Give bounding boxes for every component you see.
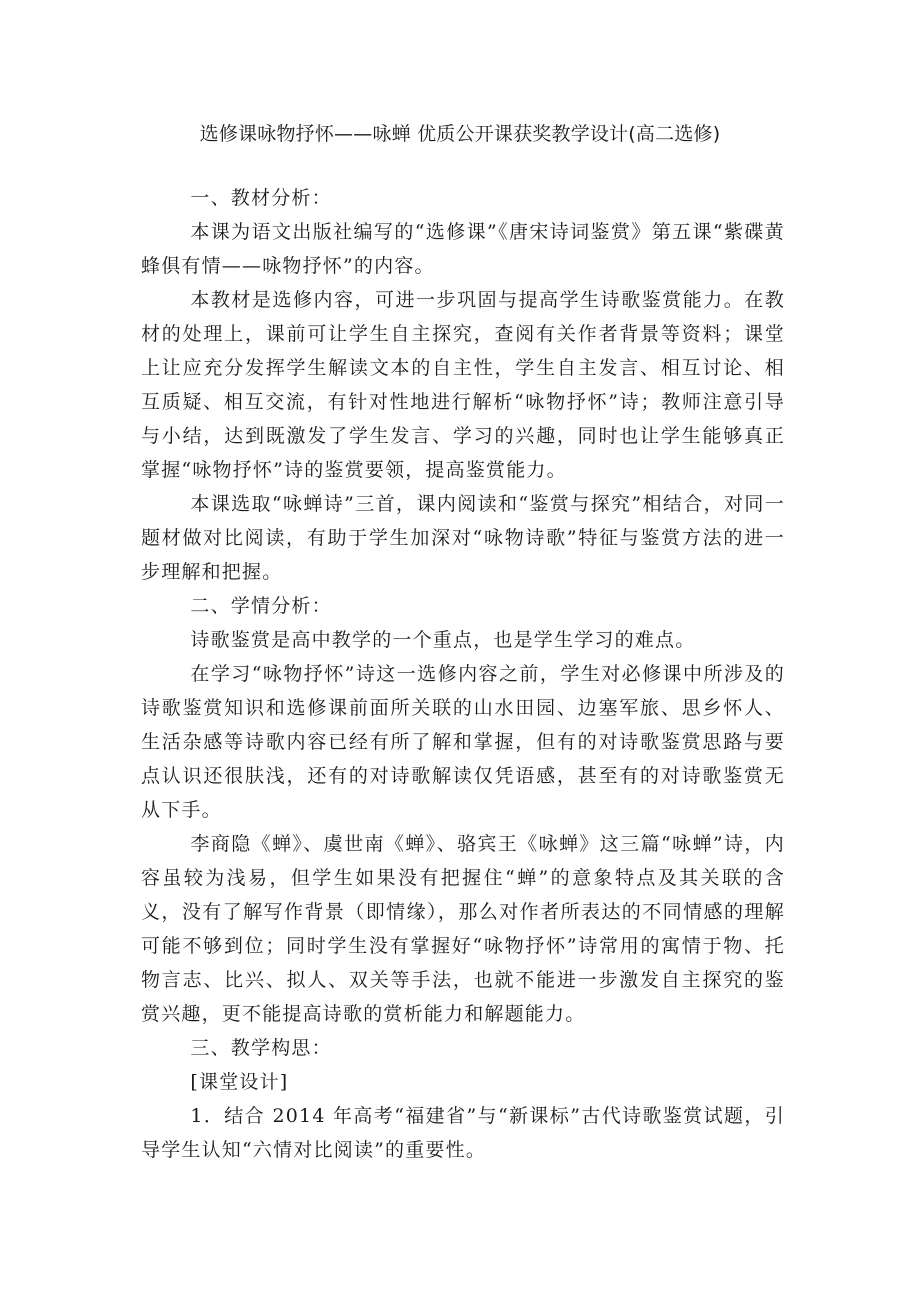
document-title: 选修课咏物抒怀——咏蝉 优质公开课获奖教学设计(高二选修) bbox=[199, 123, 721, 145]
section-heading-teaching-design: 三、教学构思： bbox=[190, 1037, 332, 1059]
section-heading-textbook-analysis: 一、教材分析： bbox=[190, 187, 332, 209]
document-body bbox=[141, 181, 785, 1167]
subheading-classroom-design: [课堂设计] bbox=[190, 1071, 289, 1093]
paragraph: 本教材是选修内容，可进一步巩固与提高学生诗歌鉴赏能力。在教材的处理上，课前可让学生自主探究，查阅有关作者背景等资料；课堂上让应充分发挥学生解读文本的自主性，学生自主发言、相互讨论、相互质疑、相互交流，有针对性地进行解析“咏物抒怀”诗；教师注意引导与小结，达到既激发了学生发言、学习的兴趣，同时也让学生能够真正掌握“咏物抒怀”诗的鉴赏要领，提高鉴赏能力。 bbox=[141, 289, 785, 481]
paragraph: 诗歌鉴赏是高中教学的一个重点，也是学生学习的难点。 bbox=[190, 629, 696, 651]
list-item: 1．结合 2014 年高考“福建省”与“新课标”古代诗歌鉴赏试题，引导学生认知“六情对比阅读”的重要性。 bbox=[141, 1105, 785, 1161]
paragraph: 在学习“咏物抒怀”诗这一选修内容之前，学生对必修课中所涉及的诗歌鉴赏知识和选修课前面所关联的山水田园、边塞军旅、思乡怀人、生活杂感等诗歌内容已经有所了解和掌握，但有的对诗歌鉴赏思路与要点认识还很肤浅，还有的对诗歌解读仅凭语感，甚至有的对诗歌鉴赏无从下手。 bbox=[141, 663, 785, 821]
paragraph: 本课为语文出版社编写的“选修课”《唐宋诗词鉴赏》第五课“紫碟黄蜂俱有情——咏物抒怀”的内容。 bbox=[141, 221, 785, 277]
section-heading-student-analysis: 二、学情分析： bbox=[190, 595, 332, 617]
paragraph: 本课选取“咏蝉诗”三首，课内阅读和“鉴赏与探究”相结合，对同一题材做对比阅读，有助于学生加深对“咏物诗歌”特征与鉴赏方法的进一步理解和把握。 bbox=[141, 493, 785, 583]
paragraph: 李商隐《蝉》、虞世南《蝉》、骆宾王《咏蝉》这三篇“咏蝉”诗，内容虽较为浅易，但学生如果没有把握住“蝉”的意象特点及其关联的含义，没有了解写作背景（即情缘），那么对作者所表达的不同情感的理解可能不够到位；同时学生没有掌握好“咏物抒怀”诗常用的寓情于物、托物言志、比兴、拟人、双关等手法，也就不能进一步激发自主探究的鉴赏兴趣，更不能提高诗歌的赏析能力和解题能力。 bbox=[141, 833, 785, 1025]
